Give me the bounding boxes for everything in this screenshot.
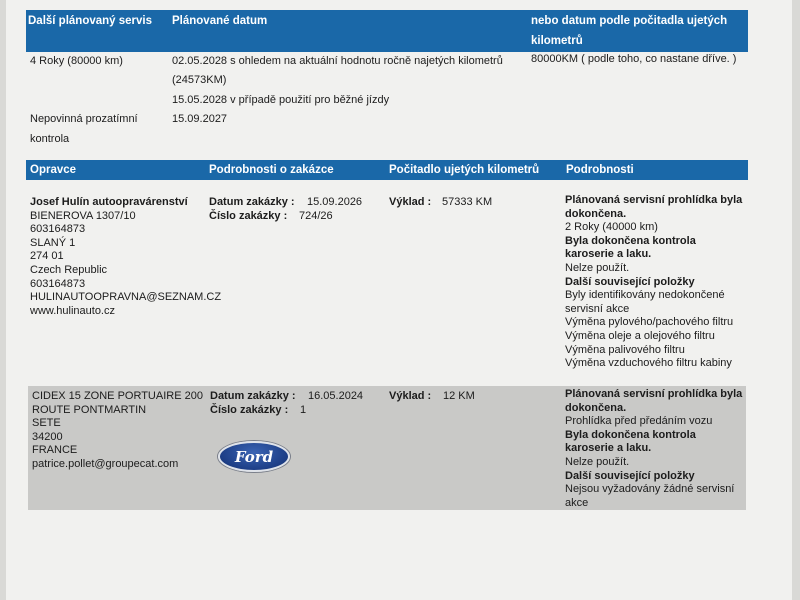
service-header-col3-line2: kilometrů [531, 35, 583, 47]
entry1-detail-line: Výměna pylového/pachového filtru [565, 316, 734, 329]
service-header-col2: Plánované datum [172, 15, 268, 27]
entry2-mileage-label: Výklad : [389, 390, 432, 402]
entry2-detail-line: Plánovaná servisní prohlídka byla [565, 388, 743, 400]
entry1-mileage-value: 57333 KM [442, 196, 493, 208]
entry1-detail-line: Nelze použít. [565, 261, 630, 274]
entry1-repairer [30, 196, 221, 318]
entry2-details [565, 388, 742, 510]
entry2-detail-line: karoserie a laku. [565, 442, 652, 455]
entry2-detail-line: akce [565, 496, 589, 509]
entry1-detail-line: karoserie a laku. [565, 248, 652, 261]
entry1-repairer-line: SLANÝ 1 [30, 236, 76, 249]
entry1-repairer-line: Czech Republic [30, 263, 108, 276]
entry1-detail-line: Výměna palivového filtru [565, 343, 685, 356]
entry1-date-label: Datum zakázky : [209, 196, 295, 208]
service-row2-label-line1: Nepovinná prozatímní [30, 113, 138, 125]
entry1-details [565, 194, 742, 371]
ford-logo [218, 441, 290, 472]
entry1-mileage-label: Výklad : [389, 196, 432, 208]
history-header-col4: Podrobnosti [566, 164, 634, 176]
entry2-repairer-line: ROUTE PONTMARTIN [32, 403, 147, 416]
entry2-detail-line: Nelze použít. [565, 455, 630, 468]
entry2-date-label: Datum zakázky : [210, 390, 296, 402]
service-row1-date-line1: 02.05.2028 s ohledem na aktuální hodnotu ročně najetých kilometrů [172, 55, 503, 67]
entry2-repairer-line: 34200 [32, 430, 63, 443]
service-row1-date-line2: (24573KM) [172, 74, 227, 86]
entry2-detail-line: Byla dokončena kontrola [565, 428, 696, 441]
entry1-detail-line: Další související položky [565, 275, 695, 288]
service-row2-label-line2: kontrola [30, 133, 70, 145]
service-row2-date: 15.09.2027 [172, 113, 228, 125]
entry1-date-value: 15.09.2026 [307, 196, 363, 208]
entry1-repairer-name: Josef Hulín autoopravárenství [30, 196, 188, 208]
history-header-col2: Podrobnosti o zakázce [209, 164, 334, 176]
service-header-col3-line1: nebo datum podle počitadla ujetých [531, 15, 728, 27]
entry1-repairer-email: HULINAUTOOPRAVNA@SEZNAM.CZ [30, 291, 222, 304]
entry2-mileage-value: 12 KM [443, 390, 475, 402]
entry1-repairer-line: BIENEROVA 1307/10 [30, 209, 136, 222]
entry1-order-value: 724/26 [299, 210, 333, 222]
entry1-order-label: Číslo zakázky : [209, 210, 288, 222]
history-header-col3: Počitadlo ujetých kilometrů [389, 164, 540, 176]
entry1-repairer-line: 603164873 [30, 277, 86, 290]
service-row1-date-line3: 15.05.2028 v případě použití pro běžné jízdy [172, 94, 390, 106]
entry2-order-label: Číslo zakázky : [210, 404, 289, 416]
entry1-detail-line: Byly identifikovány nedokončené [565, 289, 725, 302]
entry1-detail-line: Výměna oleje a olejového filtru [565, 329, 715, 342]
history-header-bar [26, 160, 748, 180]
entry1-repairer-web: www.hulinauto.cz [30, 304, 115, 317]
entry1-detail-line: Výměna vzduchového filtru kabiny [565, 357, 732, 370]
ford-logo-text: Ford [234, 447, 274, 466]
entry2-repairer-line: CIDEX 15 ZONE PORTUAIRE 200 [32, 390, 203, 402]
entry2-date-value: 16.05.2024 [308, 390, 364, 402]
entry1-detail-line: dokončena. [565, 207, 627, 220]
entry1-detail-line: servisní akce [565, 302, 630, 315]
entry2-repairer-email: patrice.pollet@groupecat.com [32, 457, 179, 470]
entry1-detail-line: 2 Roky (40000 km) [565, 221, 658, 234]
entry2-order-value: 1 [300, 404, 307, 416]
entry2-detail-line: Prohlídka před předáním vozu [565, 415, 713, 428]
history-header-col1: Opravce [30, 164, 77, 176]
service-row1-label: 4 Roky (80000 km) [30, 55, 123, 67]
service-header-col1: Další plánovaný servis [28, 15, 153, 27]
entry2-repairer-line: FRANCE [32, 444, 78, 457]
service-row1-odometer: 80000KM ( podle toho, co nastane dříve. ) [531, 53, 737, 65]
entry1-repairer-line: 274 01 [30, 250, 64, 263]
entry2-detail-line: dokončena. [565, 401, 627, 414]
entry2-detail-line: Další související položky [565, 469, 695, 482]
entry1-repairer-line: 603164873 [30, 223, 86, 236]
entry1-detail-line: Byla dokončena kontrola [565, 234, 696, 247]
entry2-repairer-line: SETE [32, 417, 61, 430]
entry1-detail-line: Plánovaná servisní prohlídka byla [565, 194, 743, 206]
entry2-repairer [32, 390, 203, 472]
entry2-detail-line: Nejsou vyžadovány žádné servisní [565, 483, 735, 496]
